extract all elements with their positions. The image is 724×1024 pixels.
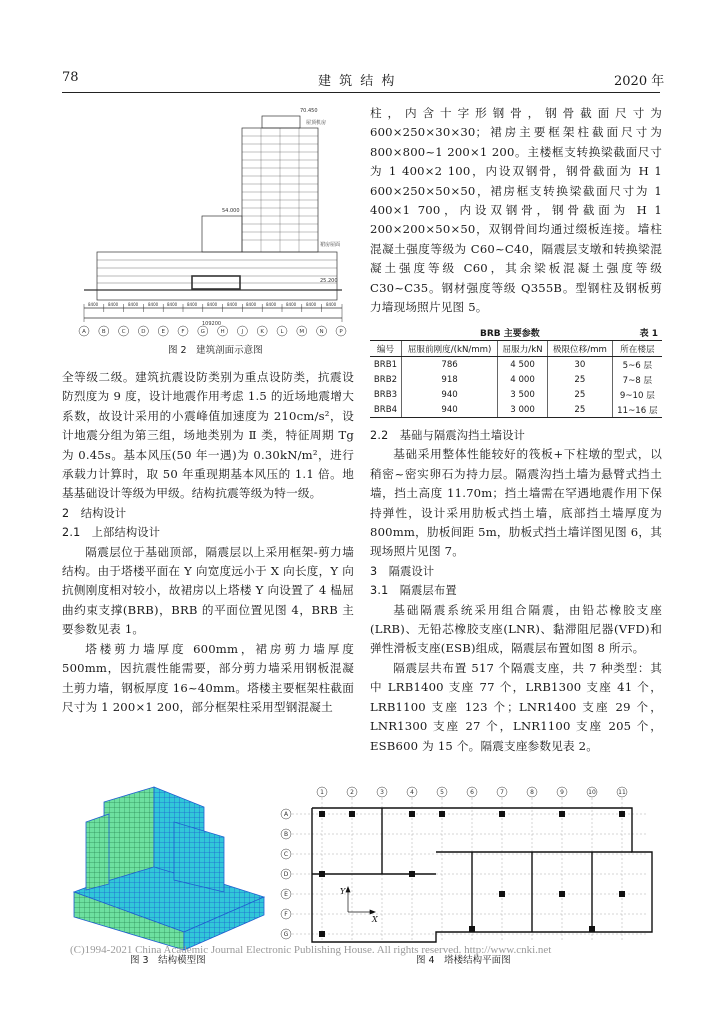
elevation-mid: 54.000	[222, 208, 240, 214]
grid-label: 1	[320, 789, 324, 796]
table-row	[370, 357, 662, 373]
figure-2-section-drawing	[62, 100, 352, 338]
grid-label: 6	[470, 789, 474, 796]
figure-3-structural-model	[64, 782, 276, 952]
label-podium-roof: 裙房屋面	[320, 242, 341, 248]
figure-3-caption: 图 3 结构模型图	[130, 955, 206, 966]
table-cell: BRB4	[370, 402, 402, 418]
table-row	[370, 372, 662, 387]
table-cell: 25	[548, 387, 613, 402]
paragraph: 柱，内含十字形钢骨，钢骨截面尺寸为 600×250×30×30；裙房主要框架柱截面尺寸为 800×800~1 200×1 200。主楼框支转换梁截面尺寸为 1 400×2 100，内设双钢骨，钢骨截面为 H 1 600×250×50×50，裙房框支转换梁截面尺寸为 1 400×1 700，内设双钢骨，钢骨截面为 H 1 200×200×50×50，双钢骨间均通过缀板连接。墙柱混凝土强度等级为 C60~C40，隔震层支墩和转换梁混凝土强度等级 C60，其余梁板混凝土强度等级 C30~C35。钢材强度等级 Q355B。型钢柱及钢板剪力墙现场照片见图 5。	[370, 106, 662, 315]
right-column-bottom	[370, 426, 662, 756]
grid-label: 2	[350, 789, 354, 796]
table-cell: 4 500	[498, 357, 548, 373]
table-cell: BRB1	[373, 359, 398, 370]
paragraph: 隔震层共布置 517 个隔震支座，共 7 种类型：其中 LRB1400 支座 77 个，LRB1300 支座 41 个，LRB1100 支座 123 个；LNR1400 支座 29 个，LNR1300 支座 27 个，LNR1100 支座 205 个，ESB600 为 15 个。隔震支座参数见表 2。	[370, 660, 662, 753]
grid-label: G	[283, 931, 289, 938]
table-title: BRB 主要参数	[480, 329, 540, 339]
copyright-watermark: (C)1994-2021 China Academic Journal Electronic Publishing House. All rights reserved. http://www.cnki.net	[70, 944, 552, 956]
span-label: 8400	[246, 302, 257, 307]
section-heading: 2.2 基础与隔震沟挡土墙设计	[370, 429, 526, 442]
label-roof-machine-room: 屋顶机房	[306, 120, 327, 126]
table-header: 屈服力/kN	[498, 341, 548, 357]
dimension-total: 109200	[202, 321, 222, 327]
table-cell: 940	[402, 402, 498, 418]
table-cell: 3 000	[498, 402, 548, 418]
page-number: 78	[62, 70, 79, 85]
axis-label: C	[121, 329, 126, 335]
elevation-top: 70.450	[300, 108, 318, 114]
grid-label: A	[283, 811, 289, 818]
grid-label: C	[283, 851, 289, 858]
grid-label: D	[283, 871, 289, 878]
span-label: 8400	[148, 302, 159, 307]
table-header: 编号	[370, 341, 402, 357]
paragraph: 塔楼剪力墙厚度 600mm，裙房剪力墙厚度 500mm，因抗震性能需要，部分剪力墙采用钢板混凝土剪力墙，钢板厚度 16~40mm。塔楼主要框架柱截面尺寸为 1 200×1 200，部分框架柱采用型钢混凝土	[62, 641, 354, 714]
table-row	[370, 387, 662, 402]
span-label: 8400	[88, 302, 99, 307]
span-label: 8400	[266, 302, 277, 307]
axis-x-label: X	[372, 915, 378, 924]
brb-parameters-table	[370, 340, 662, 418]
table-row	[370, 402, 662, 418]
section-heading: 3 隔震设计	[370, 564, 435, 578]
journal-title: 建 筑 结 构	[318, 74, 397, 89]
table-label: 表 1	[639, 329, 658, 339]
grid-label: 8	[530, 789, 534, 796]
grid-label: 3	[380, 789, 384, 796]
span-label: 8400	[306, 302, 317, 307]
axis-label: F	[181, 329, 185, 335]
span-label: 8400	[227, 302, 238, 307]
table-cell: BRB3	[373, 389, 398, 400]
journal-year: 2020 年	[614, 74, 665, 89]
axis-label: J	[241, 329, 244, 335]
table-header: 所在楼层	[612, 341, 662, 357]
table-header: 屈服前刚度/(kN/mm)	[402, 341, 498, 357]
section-heading: 2 结构设计	[62, 506, 127, 520]
right-column-top	[370, 104, 662, 317]
section-heading: 2.1 上部结构设计	[62, 526, 161, 540]
axis-label: D	[141, 329, 146, 335]
table-cell: 5~6 层	[612, 357, 662, 373]
span-label: 8400	[207, 302, 218, 307]
span-label: 8400	[128, 302, 139, 307]
elevation-low: 25.200	[320, 278, 338, 284]
span-label: 8400	[108, 302, 119, 307]
table-cell: BRB2	[373, 374, 398, 385]
grid-label: 11	[618, 789, 626, 796]
grid-label: 9	[560, 789, 564, 796]
paragraph: 基础隔震系统采用组合隔震，由铅芯橡胶支座(LRB)、无铅芯橡胶支座(LNR)、黏滞阻尼器(VFD)和弹性滑板支座(ESB)组成，隔震层布置如图 8 所示。	[370, 602, 662, 656]
table-cell: 4 000	[498, 372, 548, 387]
axis-label: P	[339, 329, 343, 335]
span-label: 8400	[286, 302, 297, 307]
header-rule	[62, 92, 660, 93]
table-cell: 11~16 层	[612, 402, 662, 418]
span-label: 8400	[326, 302, 337, 307]
table-header-row	[370, 341, 662, 357]
axis-label: K	[260, 329, 265, 335]
axis-label: G	[200, 329, 205, 335]
table-cell: 786	[402, 357, 498, 373]
span-label: 8400	[167, 302, 178, 307]
axis-label: N	[319, 329, 324, 335]
table-cell: 30	[548, 357, 613, 373]
table-cell: 7~8 层	[612, 372, 662, 387]
table-cell: 940	[402, 387, 498, 402]
span-label: 8400	[187, 302, 198, 307]
figure-4-tower-plan	[276, 782, 664, 950]
axis-y-label: Y	[340, 887, 346, 896]
grid-label: 10	[588, 789, 596, 796]
table-cell: 9~10 层	[612, 387, 662, 402]
table-cell: 25	[548, 402, 613, 418]
axis-label: B	[101, 329, 106, 335]
paragraph: 全等级二级。建筑抗震设防类别为重点设防类，抗震设防烈度为 9 度，设计地震作用考虑 1.5 的近场地震增大系数，故设计采用的小震峰值加速度为 210cm/s²，设计地震分组为第三组，场地类别为 Ⅱ 类，特征周期 Tg 为 0.45s。基本风压(50 年一遇)为 0.30kN/m²，进行承载力计算时，取 50 年重现期基本风压的 1.1 倍。地基基础设计等级为甲级。结构抗震等级为特一级。	[62, 370, 354, 501]
paragraph: 基础采用整体性能较好的筏板+下柱墩的型式，以稍密~密实卵石为持力层。隔震沟挡土墙为悬臂式挡土墙，挡土高度 11.70m；挡土墙需在罕遇地震作用下保持弹性，设计采用肋板式挡土墙，底部挡土墙厚度为 800mm，肋板间距 5m，肋板式挡土墙详图见图 6，其现场照片见图 7。	[370, 447, 662, 559]
grid-label: E	[284, 891, 288, 898]
table-cell: 25	[548, 372, 613, 387]
axis-label: A	[82, 329, 86, 335]
grid-label: F	[284, 911, 288, 918]
paragraph: 隔震层位于基础顶部，隔震层以上采用框架-剪力墙结构。由于塔楼平面在 Y 向宽度远小于 X 向长度，Y 向抗侧刚度相对较小，故裙房以上塔楼 Y 向设置了 4 榀屈曲约束支撑(BRB)，BRB 的平面位置见图 4，BRB 主要参数见表 1。	[62, 544, 354, 637]
figure-2-caption: 图 2 建筑剖面示意图	[168, 345, 263, 356]
figure-4-caption: 图 4 塔楼结构平面图	[416, 955, 511, 966]
axis-label: M	[299, 329, 305, 335]
table-1	[370, 326, 662, 418]
table-cell: 3 500	[498, 387, 548, 402]
grid-label: 7	[500, 789, 504, 796]
axis-label: L	[280, 329, 284, 335]
table-header: 极限位移/mm	[548, 341, 613, 357]
axis-label: H	[220, 329, 225, 335]
left-column	[62, 368, 354, 717]
grid-label: B	[283, 831, 289, 838]
section-heading: 3.1 隔震层布置	[370, 584, 457, 598]
grid-label: 4	[410, 789, 414, 796]
grid-label: 5	[440, 789, 444, 796]
axis-label: E	[161, 329, 165, 335]
table-cell: 918	[402, 372, 498, 387]
